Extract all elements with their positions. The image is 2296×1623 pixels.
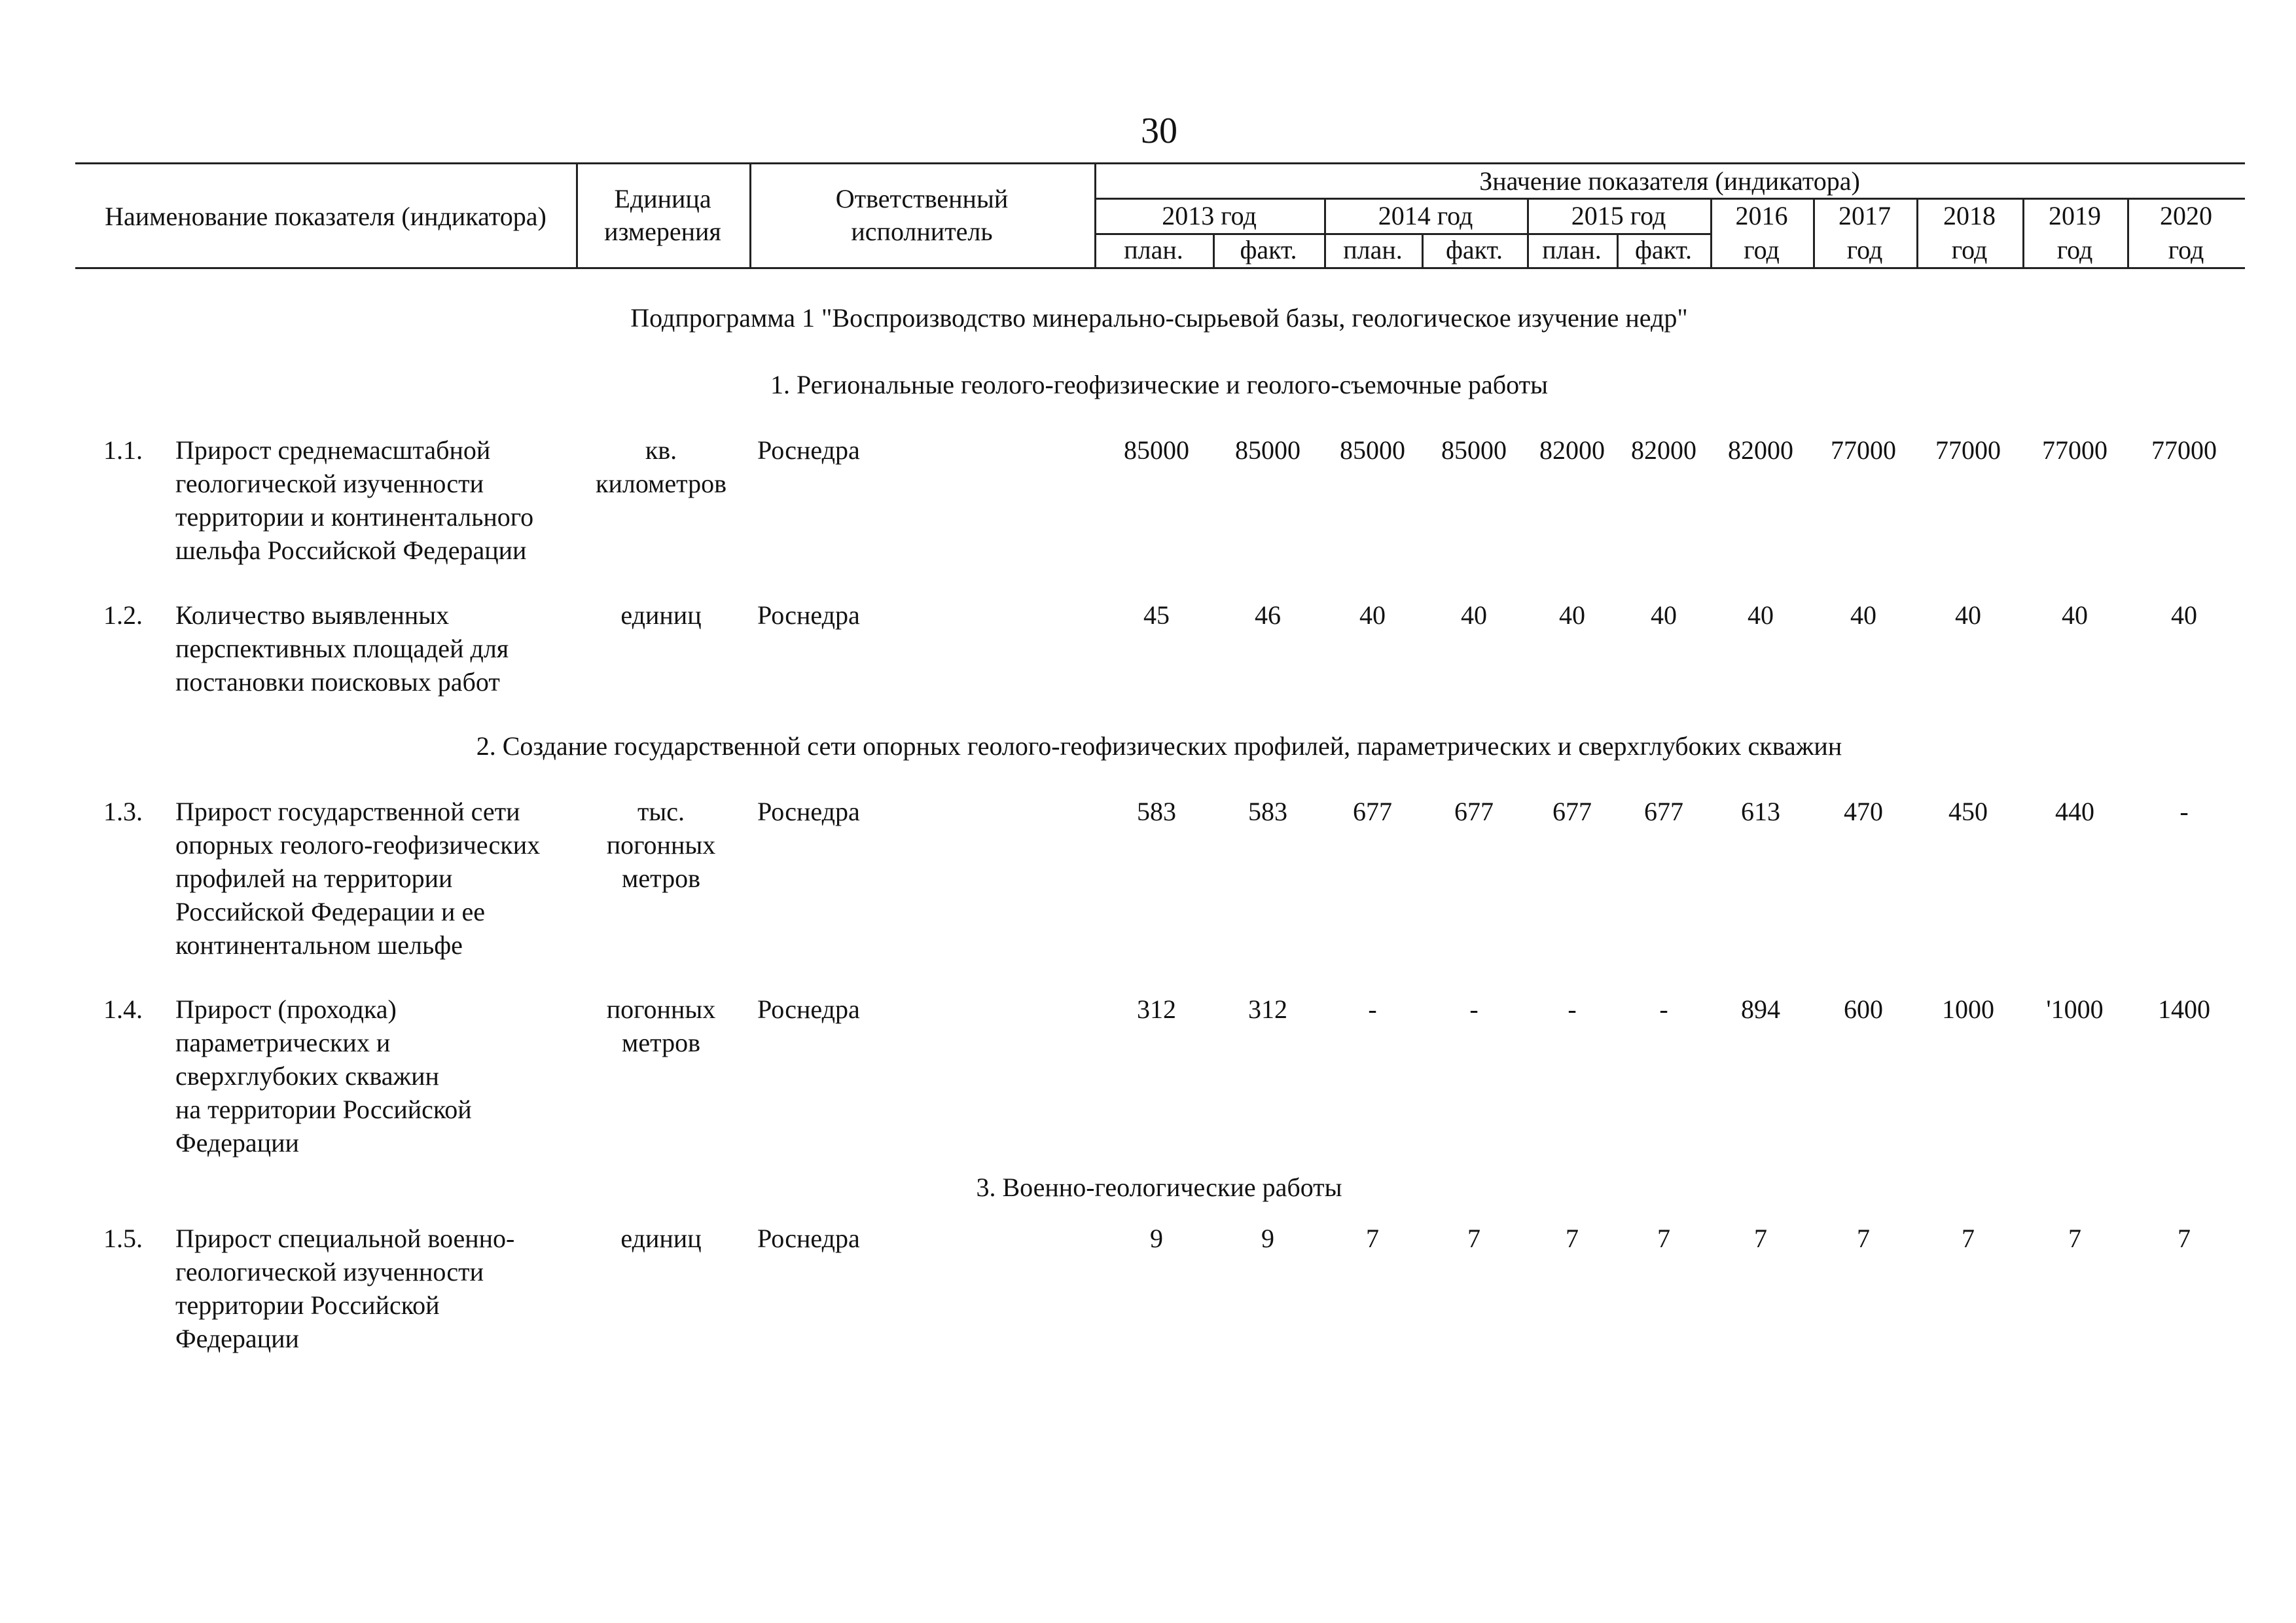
header-fact-2013: факт.: [1240, 235, 1297, 264]
section-title: 2. Создание государственной сети опорных геолого-геофизических профилей, параметрических и сверхглубоких скважин: [476, 731, 1842, 761]
value-2013-plan: 9: [1150, 1224, 1163, 1253]
value-2018: 1000: [1942, 994, 1994, 1024]
header-fact-2014: факт.: [1445, 235, 1503, 264]
header-col-divider: [576, 162, 578, 267]
value-2014-fact: 40: [1461, 600, 1487, 630]
executor: Роснедра: [757, 435, 860, 465]
value-2015-plan: 677: [1552, 797, 1592, 826]
value-2015-plan: 40: [1559, 600, 1585, 630]
header-plan-2014: план.: [1343, 235, 1403, 264]
unit: [576, 1222, 746, 1255]
unit: [576, 795, 746, 895]
row-number: 1.2.: [103, 600, 143, 630]
value-2014-fact: 85000: [1441, 435, 1507, 465]
indicator-name: [175, 993, 581, 1159]
header-year-2017: 2017: [1839, 201, 1891, 230]
value-2017: 40: [1850, 600, 1876, 630]
section-title: 3. Военно-геологические работы: [976, 1173, 1342, 1202]
value-2020: 1400: [2158, 994, 2210, 1024]
indicator-name-line: на территории Российской: [175, 1095, 472, 1124]
value-2016: 82000: [1728, 435, 1793, 465]
header-year-2014: 2014 год: [1378, 201, 1473, 230]
value-2016: 613: [1741, 797, 1780, 826]
value-2013-fact: 9: [1261, 1224, 1274, 1253]
header-year-2015: 2015 год: [1571, 201, 1666, 230]
row-number: 1.5.: [103, 1224, 143, 1253]
value-2014-plan: 40: [1359, 600, 1386, 630]
value-2015-fact: 7: [1657, 1224, 1670, 1253]
value-2013-fact: 46: [1255, 600, 1281, 630]
value-2015-fact: -: [1659, 994, 1668, 1024]
header-fact-2015: факт.: [1634, 235, 1693, 264]
header-plan-2013: план.: [1124, 235, 1183, 264]
header-unit-column-line2: измерения: [604, 217, 721, 246]
value-2016: 7: [1754, 1224, 1767, 1253]
subprogram-title: Подпрограмма 1 "Воспроизводство минерально-сырьевой базы, геологическое изучение недр": [630, 303, 1688, 333]
header-bottom-rule: [75, 267, 2245, 269]
value-2015-plan: -: [1568, 994, 1577, 1024]
unit-line: метров: [622, 864, 700, 893]
header-year-2019: 2019: [2049, 201, 2101, 230]
value-2019: 40: [2062, 600, 2088, 630]
value-2013-fact: 85000: [1235, 435, 1300, 465]
indicator-name-line: геологической изученности: [175, 1257, 484, 1286]
executor: Роснедра: [757, 994, 860, 1024]
value-2013-fact: 583: [1248, 797, 1287, 826]
section-title: 1. Региональные геолого-геофизические и геолого-съемочные работы: [770, 370, 1548, 399]
header-year-word-2016: год: [1744, 235, 1780, 264]
value-2019: 7: [2068, 1224, 2081, 1253]
indicator-name-line: опорных геолого-геофизических: [175, 830, 541, 860]
value-2015-plan: 7: [1566, 1224, 1579, 1253]
value-2020: 77000: [2151, 435, 2217, 465]
header-year-word-2020: год: [2168, 235, 2204, 264]
indicator-name-line: параметрических и: [175, 1028, 391, 1057]
header-year-word-2019: год: [2056, 235, 2093, 264]
header-name-column: Наименование показателя (индикатора): [105, 202, 547, 231]
row-number: 1.4.: [103, 994, 143, 1024]
indicator-name-line: Прирост среднемасштабной: [175, 435, 491, 465]
unit-line: единиц: [620, 1224, 702, 1253]
value-2013-fact: 312: [1248, 994, 1287, 1024]
indicator-name-line: перспективных площадей для: [175, 634, 509, 663]
executor: Роснедра: [757, 797, 860, 826]
indicator-name: [175, 795, 581, 962]
header-executor-column-line1: Ответственный: [835, 184, 1009, 213]
unit: [576, 993, 746, 1059]
value-2017: 7: [1857, 1224, 1870, 1253]
value-2014-fact: -: [1469, 994, 1479, 1024]
value-2014-fact: 677: [1454, 797, 1494, 826]
header-group-rule: [1094, 198, 2245, 200]
value-2014-plan: 85000: [1340, 435, 1405, 465]
value-2015-plan: 82000: [1539, 435, 1605, 465]
unit-line: погонных: [606, 994, 716, 1024]
value-2014-plan: 7: [1366, 1224, 1379, 1253]
value-2018: 450: [1948, 797, 1988, 826]
row-number: 1.3.: [103, 797, 143, 826]
indicator-name-line: Прирост государственной сети: [175, 797, 520, 826]
indicator-name: [175, 1222, 581, 1355]
indicator-name-line: континентальном шельфе: [175, 930, 463, 960]
unit-line: кв.: [645, 435, 677, 465]
unit-line: тыс.: [637, 797, 685, 826]
value-2017: 77000: [1831, 435, 1896, 465]
header-year-word-2018: год: [1951, 235, 1988, 264]
value-2017: 600: [1844, 994, 1883, 1024]
indicator-name-line: постановки поисковых работ: [175, 667, 500, 697]
value-2015-fact: 40: [1651, 600, 1677, 630]
value-2019: '1000: [2046, 994, 2104, 1024]
value-2020: 40: [2171, 600, 2197, 630]
value-2019: 440: [2055, 797, 2094, 826]
header-year-2020: 2020: [2160, 201, 2212, 230]
value-2020: 7: [2178, 1224, 2191, 1253]
value-2014-plan: 677: [1353, 797, 1392, 826]
header-unit-column-line1: Единица: [614, 184, 711, 213]
header-year-2013: 2013 год: [1162, 201, 1257, 230]
header-year-word-2017: год: [1846, 235, 1883, 264]
indicator-name: [175, 433, 581, 567]
unit-line: метров: [622, 1028, 700, 1057]
unit: [576, 433, 746, 500]
header-value-group: Значение показателя (индикатора): [1479, 166, 1860, 196]
value-2015-fact: 82000: [1631, 435, 1696, 465]
value-2019: 77000: [2042, 435, 2108, 465]
value-2016: 40: [1748, 600, 1774, 630]
value-2014-fact: 7: [1467, 1224, 1480, 1253]
value-2013-plan: 312: [1137, 994, 1176, 1024]
indicator-name-line: профилей на территории: [175, 864, 453, 893]
header-year-2016: 2016: [1735, 201, 1788, 230]
unit-line: единиц: [620, 600, 702, 630]
value-2017: 470: [1844, 797, 1883, 826]
unit-line: километров: [596, 469, 726, 498]
value-2018: 7: [1962, 1224, 1975, 1253]
indicator-name-line: Федерации: [175, 1128, 299, 1158]
value-2018: 40: [1955, 600, 1981, 630]
value-2016: 894: [1741, 994, 1780, 1024]
value-2013-plan: 583: [1137, 797, 1176, 826]
indicator-name-line: территории и континентального: [175, 502, 534, 532]
unit-line: погонных: [606, 830, 716, 860]
value-2015-fact: 677: [1644, 797, 1683, 826]
header-year-2018: 2018: [1943, 201, 1996, 230]
header-executor-column-line2: исполнитель: [851, 217, 993, 246]
indicator-name-line: Прирост специальной военно-: [175, 1224, 515, 1253]
indicator-name-line: территории Российской: [175, 1290, 440, 1320]
indicator-name-line: Федерации: [175, 1324, 299, 1353]
page-number: 30: [1141, 111, 1177, 151]
indicator-name: [175, 598, 581, 699]
indicator-name-line: Российской Федерации и ее: [175, 897, 485, 926]
indicator-name-line: Прирост (проходка): [175, 994, 397, 1024]
value-2018: 77000: [1935, 435, 2001, 465]
indicator-name-line: геологической изученности: [175, 469, 484, 498]
value-2020: -: [2179, 797, 2189, 826]
header-top-rule: [75, 162, 2245, 164]
indicator-name-line: сверхглубоких скважин: [175, 1061, 439, 1091]
value-2014-plan: -: [1368, 994, 1377, 1024]
header-plan-2015: план.: [1542, 235, 1602, 264]
value-2013-plan: 45: [1143, 600, 1170, 630]
row-number: 1.1.: [103, 435, 143, 465]
indicator-name-line: шельфа Российской Федерации: [175, 536, 527, 565]
executor: Роснедра: [757, 600, 860, 630]
indicator-name-line: Количество выявленных: [175, 600, 450, 630]
unit: [576, 598, 746, 632]
value-2013-plan: 85000: [1124, 435, 1189, 465]
header-col-divider: [749, 162, 751, 267]
executor: Роснедра: [757, 1224, 860, 1253]
